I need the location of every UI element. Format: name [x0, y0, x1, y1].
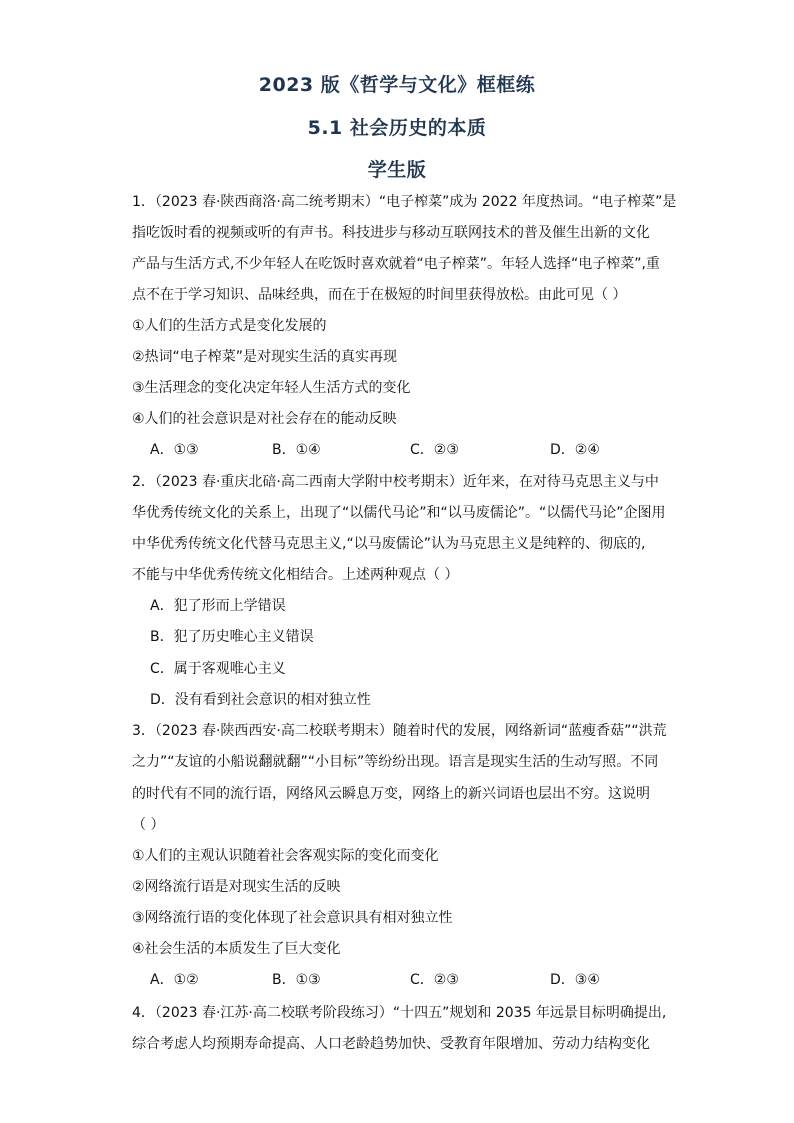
- q1-statement: ①人们的生活方式是变化发展的: [132, 318, 327, 334]
- q1-statement: ③生活理念的变化决定年轻人生活方式的变化: [132, 380, 411, 396]
- q1-statement: ④人们的社会意识是对社会存在的能动反映: [132, 411, 397, 427]
- q3-statement: ①人们的主观认识随着社会客观实际的变化而变化: [132, 848, 439, 864]
- q3-stem-line: 的时代有不同的流行语，网络风云瞬息万变，网络上的新兴词语也层出不穷。这说明: [132, 786, 650, 802]
- q2-stem-line: 华优秀传统文化的关系上，出现了“以儒代马论”和“以马废儒论”。“以儒代马论”企图用: [132, 505, 666, 521]
- edition-label: 学生版: [367, 159, 427, 181]
- q1-statement: ②热词“电子榨菜”是对现实生活的真实再现: [132, 349, 398, 365]
- q3-statement: ③网络流行语的变化体现了社会意识具有相对独立性: [132, 910, 453, 926]
- q1-options: [0, 440, 794, 460]
- q1-stem-line: 1．（2023 春·陕西商洛·高二统考期末）“电子榨菜”成为 2022 年度热词。“电子榨菜”是: [132, 194, 677, 210]
- q2-option-d[interactable]: D．没有看到社会意识的相对独立性: [150, 692, 371, 708]
- q3-stem-line: 之力”“友谊的小船说翻就翻”“小目标”等纷纷出现。语言是现实生活的生动写照。不同: [132, 754, 659, 770]
- q3-options: [0, 970, 794, 990]
- q1-option-b[interactable]: B．①④: [272, 442, 321, 458]
- q2-stem-line: 2．（2023 春·重庆北碚·高二西南大学附中校考期末）近年来，在对待马克思主义与中: [132, 474, 659, 490]
- q3-statement: ②网络流行语是对现实生活的反映: [132, 879, 341, 895]
- section-title: 5.1 社会历史的本质: [307, 117, 487, 139]
- q1-option-c[interactable]: C．②③: [410, 442, 459, 458]
- q1-stem-line: 点不在于学习知识、品味经典，而在于在极短的时间里获得放松。由此可见（ ）: [132, 287, 627, 303]
- q1-stem-line: 产品与生活方式,不少年轻人在吃饭时喜欢就着“电子榨菜”。年轻人选择“电子榨菜”,重: [132, 256, 660, 272]
- q2-stem-line: 不能与中华优秀传统文化相结合。上述两种观点（ ）: [132, 567, 459, 583]
- q1-stem-line: 指吃饭时看的视频或听的有声书。科技进步与移动互联网技术的普及催生出新的文化: [132, 225, 650, 241]
- q2-option-c[interactable]: C．属于客观唯心主义: [150, 661, 286, 677]
- q2-option-b[interactable]: B．犯了历史唯心主义错误: [150, 629, 314, 645]
- q3-statement: ④社会生活的本质发生了巨大变化: [132, 941, 341, 957]
- document-title: 2023 版《哲学与文化》框框练: [258, 74, 536, 96]
- q4-stem-line: 4．（2023 春·江苏·高二校联考阶段练习）“十四五”规划和 2035 年远景目标明确提出,: [132, 1005, 667, 1021]
- q2-stem-line: 中华优秀传统文化代替马克思主义,“以马废儒论”认为马克思主义是纯粹的、彻底的,: [132, 536, 646, 552]
- q3-option-b[interactable]: B．①③: [272, 972, 321, 988]
- q3-stem-line: 3．（2023 春·陕西西安·高二校联考期末）随着时代的发展，网络新词“蓝瘦香菇”“洪荒: [132, 723, 667, 739]
- q3-option-c[interactable]: C．②③: [410, 972, 459, 988]
- q3-stem-line: （ ）: [132, 817, 165, 833]
- q4-stem-line: 综合考虑人均预期寿命提高、人口老龄趋势加快、受教育年限增加、劳动力结构变化: [132, 1036, 650, 1052]
- q1-option-a[interactable]: A．①③: [150, 442, 199, 458]
- q3-option-d[interactable]: D．③④: [550, 972, 600, 988]
- q2-option-a[interactable]: A．犯了形而上学错误: [150, 598, 286, 614]
- q3-option-a[interactable]: A．①②: [150, 972, 199, 988]
- q1-option-d[interactable]: D．②④: [550, 442, 600, 458]
